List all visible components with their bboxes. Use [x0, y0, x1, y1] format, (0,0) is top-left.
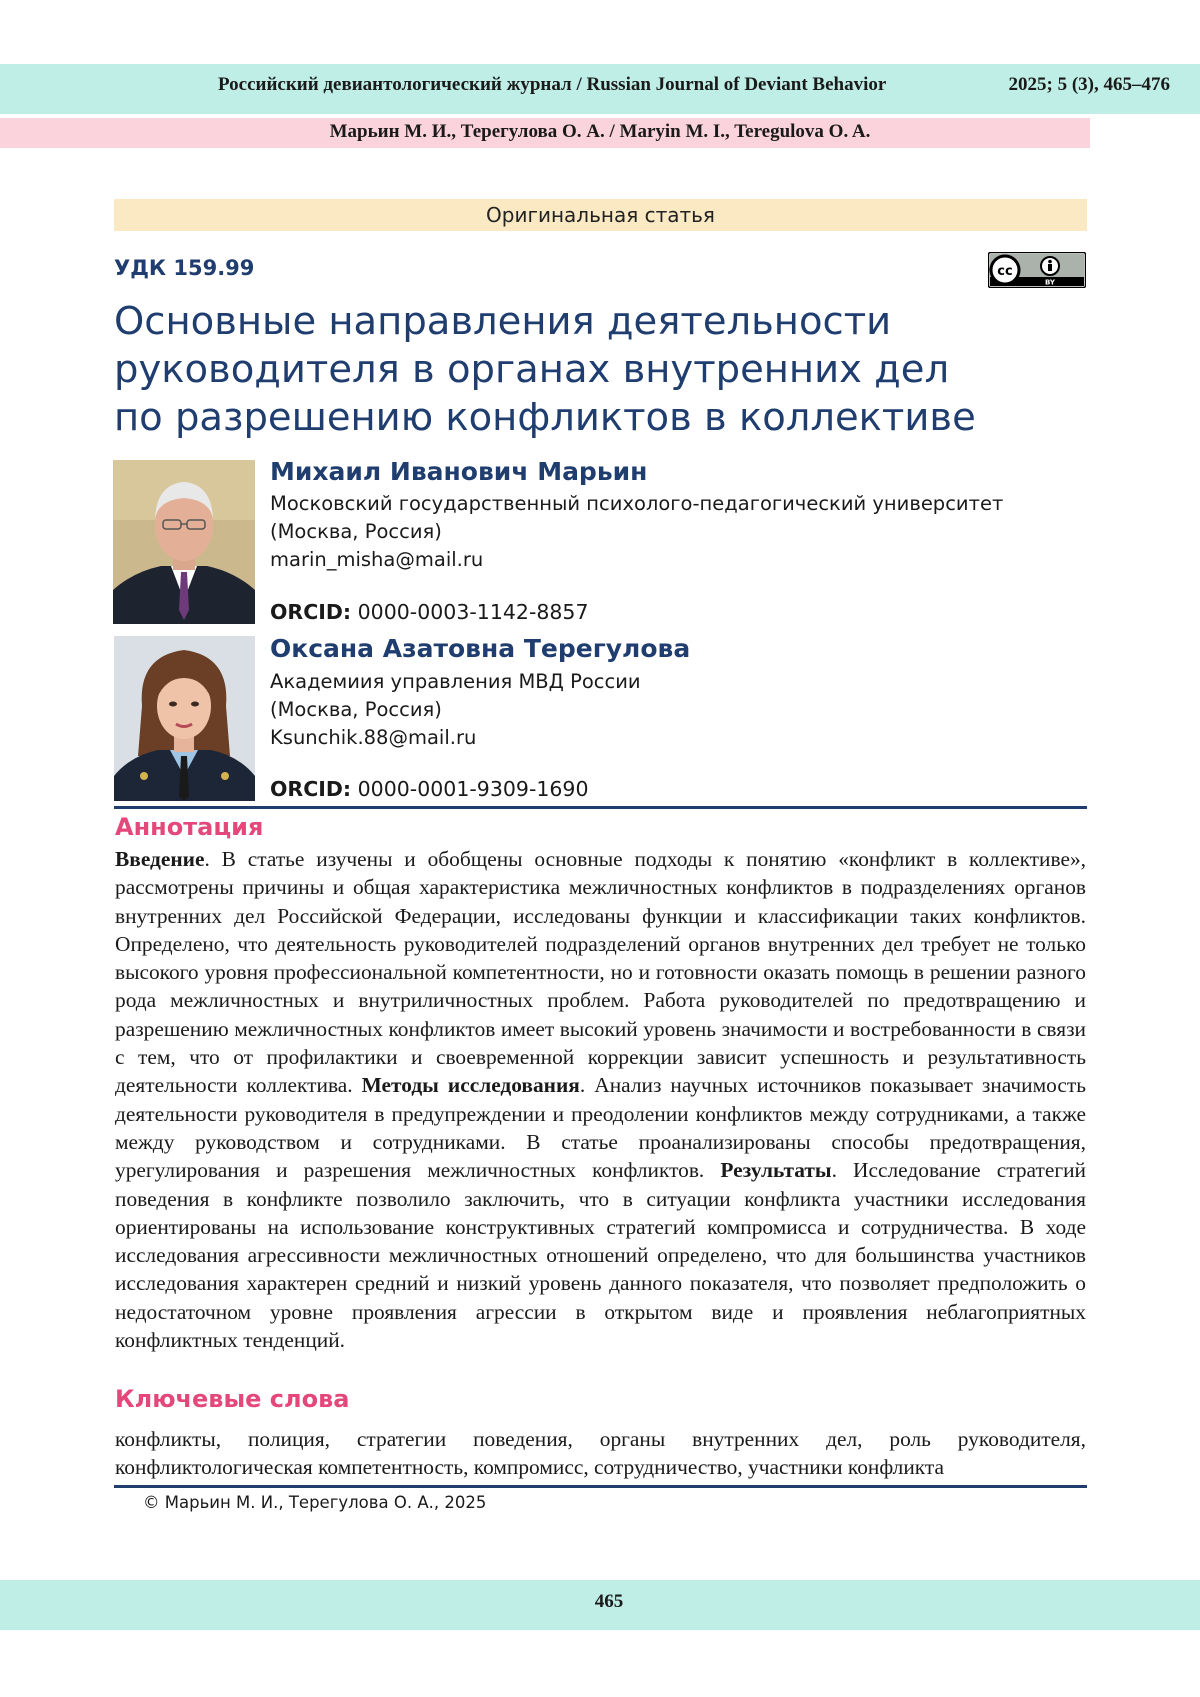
- orcid-id[interactable]: 0000-0001-9309-1690: [357, 777, 589, 801]
- author-photo-maryin: [113, 460, 255, 624]
- author-location: (Москва, Россия): [270, 520, 442, 543]
- title-line: Основные направления деятельности: [114, 299, 892, 344]
- keywords-heading: Ключевые слова: [115, 1385, 350, 1413]
- author-name: Михаил Иванович Марьин: [270, 457, 648, 486]
- abstract-intro-text: . В статье изучены и обобщены основные подходы к понятию «конфликт в коллективе», рассмотрены причины и общая характеристика межличностных конфликтов в подразделениях органов внутренних дел Российской Федерации, исследованы функции и классификации таких конфликтов. Определено, что деятельность руководителей подразделений органов внутренних дел требует не только высокого уровня профессиональной компетентности, но и готовности оказать помощь в решении разного рода межличностных и внутриличностных проблем. Работа руководителей по предотвращению и разрешению межличностных конфликтов имеет высокий уровень значимости и востребованности в связи с тем, что от профилактики и своевременной коррекции зависит успешность и результативность деятельности коллектива.: [115, 847, 1086, 1098]
- author-affiliation: Академиия управления МВД России: [270, 670, 641, 693]
- abstract-results-text: . Исследование стратегий поведения в конфликте позволило заключить, что в ситуации конфликта участники исследования ориентированы на использование конструктивных стратегий компромисса и сотрудничества. В ходе исследования агрессивности межличностных отношений определено, что для большинства участников исследования характерен средний и низкий уровень данного показателя, что позволяет предположить о недостаточном уровне проявления агрессии в открытом виде и проявления неблагоприятных конфликтных тенденций.: [115, 1158, 1086, 1353]
- orcid-id[interactable]: 0000-0003-1142-8857: [357, 600, 589, 624]
- svg-text:cc: cc: [997, 264, 1013, 279]
- author-email[interactable]: Ksunchik.88@mail.ru: [270, 726, 477, 749]
- article-title: [114, 298, 1094, 442]
- abstract-heading: Аннотация: [115, 813, 264, 841]
- udk-code: УДК 159.99: [114, 256, 255, 280]
- author-affiliation: Московский государственный психолого-педагогический университет: [270, 492, 1004, 515]
- abstract-methods-label: Методы исследования: [361, 1073, 580, 1098]
- abstract-text: [115, 845, 1086, 1354]
- author-photo-teregulova: [114, 636, 255, 801]
- orcid-label: ORCID:: [270, 777, 352, 801]
- abstract-methods-text: . Анализ научных источников показывает значимость деятельности руководителя в предупреждении и преодолении конфликтов между сотрудниками, а также между руководством и сотрудниками. В статье проанализированы способы предотвращения, урегулирования и разрешения межличностных конфликтов.: [115, 1073, 1086, 1183]
- copyright-notice: © Марьин М. И., Терегулова О. А., 2025: [143, 1493, 487, 1512]
- svg-text:BY: BY: [1044, 278, 1056, 287]
- author-orcid: [270, 777, 589, 801]
- page-number: 465: [594, 1591, 624, 1612]
- abstract-results-label: Результаты: [720, 1158, 832, 1183]
- abstract-intro-label: Введение: [115, 847, 205, 871]
- keywords-text: конфликты, полиция, стратегии поведения, органы внутренних дел, роль руководителя, конфликтологическая компетентность, компромисс, сотрудничество, участники конфликта: [115, 1427, 1086, 1479]
- author-location: (Москва, Россия): [270, 698, 442, 721]
- article-type-label: Оригинальная статья: [114, 199, 1087, 231]
- author-name: Оксана Азатовна Терегулова: [270, 634, 691, 663]
- author-email[interactable]: marin_misha@mail.ru: [270, 548, 484, 571]
- divider: [114, 806, 1087, 809]
- title-line: руководителя в органах внутренних дел: [114, 347, 950, 392]
- title-line: по разрешению конфликтов в коллективе: [114, 395, 976, 440]
- journal-issue: 2025; 5 (3), 465–476: [1008, 74, 1170, 95]
- cc-by-icon: [988, 252, 1086, 288]
- author-orcid: [270, 600, 589, 624]
- divider: [114, 1485, 1087, 1488]
- running-authors: Марьин М. И., Терегулова О. А. / Maryin M. I., Teregulova O. A.: [329, 121, 871, 142]
- orcid-label: ORCID:: [270, 600, 352, 624]
- journal-title: Российский девиантологический журнал / Russian Journal of Deviant Behavior: [218, 74, 887, 95]
